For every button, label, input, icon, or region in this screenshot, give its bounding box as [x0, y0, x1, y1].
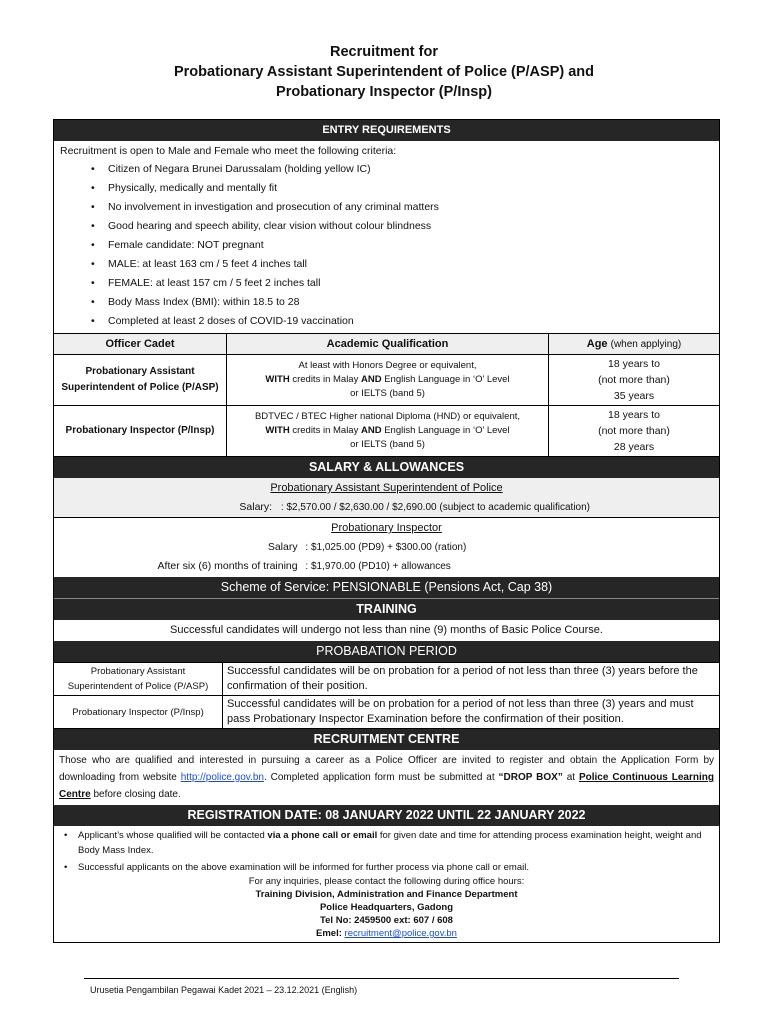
centre-header: RECRUITMENT CENTRE — [54, 729, 719, 750]
criteria-item: • Good hearing and speech ability, clear vision without colour blindness — [108, 217, 713, 236]
probation-text: Successful candidates will be on probation for a period of not less than three (3) years and must pass Probationary Inspector Examination before the confirmation of their position. — [223, 696, 720, 729]
title-line-3: Probationary Inspector (P/Insp) — [276, 84, 492, 100]
cadet-cell: Probationary Assistant Superintendent of Police (P/ASP) — [54, 355, 227, 406]
email-link[interactable]: recruitment@police.gov.bn — [344, 928, 457, 939]
registration-list — [54, 828, 719, 875]
criteria-item: • FEMALE: at least 157 cm / 5 feet 2 inches tall — [108, 274, 713, 293]
salary-pasp-row: Salary: : $2,570.00 / $2,630.00 / $2,690.00 (subject to academic qualification) — [239, 501, 590, 513]
salary-pinsp-title: Probationary Inspector — [331, 522, 442, 534]
qualification-cell: At least with Honors Degree or equivalent, WITH credits in Malay AND English Language in ‘O’ Level or IELTS (band 5) — [227, 355, 549, 406]
inquiry-text: For any inquiries, please contact the following during office hours: — [248, 876, 525, 887]
criteria-item: • Completed at least 2 doses of COVID-19 vaccination — [108, 312, 713, 331]
criteria-item: • Physically, medically and mentally fit — [108, 179, 713, 198]
qualification-cell: BDTVEC / BTEC Higher national Diploma (HND) or equivalent, WITH credits in Malay AND English Language in ‘O’ Level or IELTS (band 5) — [227, 406, 549, 457]
list-item: • Successful applicants on the above examination will be informed for further process via phone call or email. — [78, 860, 719, 875]
age-note: (when applying) — [610, 339, 682, 350]
table-row — [54, 663, 719, 696]
qualification-table — [54, 333, 719, 457]
probation-who: Probationary Inspector (P/Insp) — [54, 696, 223, 729]
criteria-item: • Female candidate: NOT pregnant — [108, 236, 713, 255]
criteria-item: • No involvement in investigation and prosecution of any criminal matters — [108, 198, 713, 217]
entry-requirements-header: ENTRY REQUIREMENTS — [54, 120, 719, 141]
website-link[interactable]: http://police.gov.bn — [180, 772, 264, 783]
cadet-cell: Probationary Inspector (P/Insp) — [54, 406, 227, 457]
salary-pasp-title: Probationary Assistant Superintendent of Police — [270, 482, 503, 494]
title-line-2: Probationary Assistant Superintendent of Police (P/ASP) and — [173, 64, 595, 80]
probation-who: Probationary Assistant Superintendent of Police (P/ASP) — [54, 663, 223, 696]
entry-intro: Recruitment is open to Male and Female who meet the following criteria: — [60, 145, 397, 157]
training-text: Successful candidates will undergo not less than nine (9) months of Basic Police Course. — [170, 624, 603, 636]
age-cell: 18 years to (not more than) 35 years — [549, 355, 720, 406]
probation-text: Successful candidates will be on probation for a period of not less than three (3) years before the confirmation of their position. — [223, 663, 720, 696]
salary-pinsp-row: Salary : $1,025.00 (PD9) + $300.00 (ration) — [267, 541, 467, 553]
email-label: Emel: — [316, 928, 345, 939]
table-row — [54, 696, 719, 729]
probation-table — [54, 662, 719, 729]
recruitment-notice — [53, 119, 720, 943]
footer-divider — [84, 978, 679, 979]
contact-block — [54, 875, 719, 942]
department: Training Division, Administration and Finance Department — [255, 889, 518, 900]
centre-text: Those who are qualified and interested in pursuing a career as a Police Officer are invited to register and obtain the Application Form by downloading from website http://police.gov.bn. Completed application form must be submitted at “DROP BOX” at Police Continuous Learning Centre before closing date. — [59, 755, 714, 800]
probation-header: PROBABATION PERIOD — [54, 641, 719, 662]
list-item: • Applicant’s whose qualified will be contacted via a phone call or email for given date and time for attending process examination height, weight and Body Mass Index. — [78, 828, 719, 858]
salary-pinsp — [54, 517, 719, 576]
col-header-qualification: Academic Qualification — [227, 334, 549, 355]
criteria-item: • Citizen of Negara Brunei Darussalam (holding yellow IC) — [108, 160, 713, 179]
footer-text: Urusetia Pengambilan Pegawai Kadet 2021 – 23.12.2021 (English) — [90, 985, 358, 995]
scheme-header: Scheme of Service: PENSIONABLE (Pensions Act, Cap 38) — [54, 577, 719, 598]
col-header-cadet: Officer Cadet — [54, 334, 227, 355]
table-row — [54, 355, 719, 406]
salary-header: SALARY & ALLOWANCES — [54, 457, 719, 478]
table-row — [54, 406, 719, 457]
salary-pasp — [54, 478, 719, 517]
entry-requirements — [54, 141, 719, 333]
criteria-item: • MALE: at least 163 cm / 5 feet 4 inches tall — [108, 255, 713, 274]
title-line-1: Recruitment for — [330, 44, 438, 60]
criteria-item: • Body Mass Index (BMI): within 18.5 to 28 — [108, 293, 713, 312]
registration-header: REGISTRATION DATE: 08 JANUARY 2022 UNTIL 22 JANUARY 2022 — [54, 805, 719, 826]
col-header-age — [549, 334, 720, 355]
document-title — [0, 42, 768, 102]
telephone: Tel No: 2459500 ext: 607 / 608 — [320, 915, 453, 926]
headquarters: Police Headquarters, Gadong — [319, 902, 454, 913]
salary-pinsp-row: After six (6) months of training : $1,970.00 (PD10) + allowances — [157, 560, 451, 572]
age-cell: 18 years to (not more than) 28 years — [549, 406, 720, 457]
criteria-list — [60, 160, 713, 331]
age-label: Age — [586, 338, 608, 350]
training-header: TRAINING — [54, 598, 719, 620]
